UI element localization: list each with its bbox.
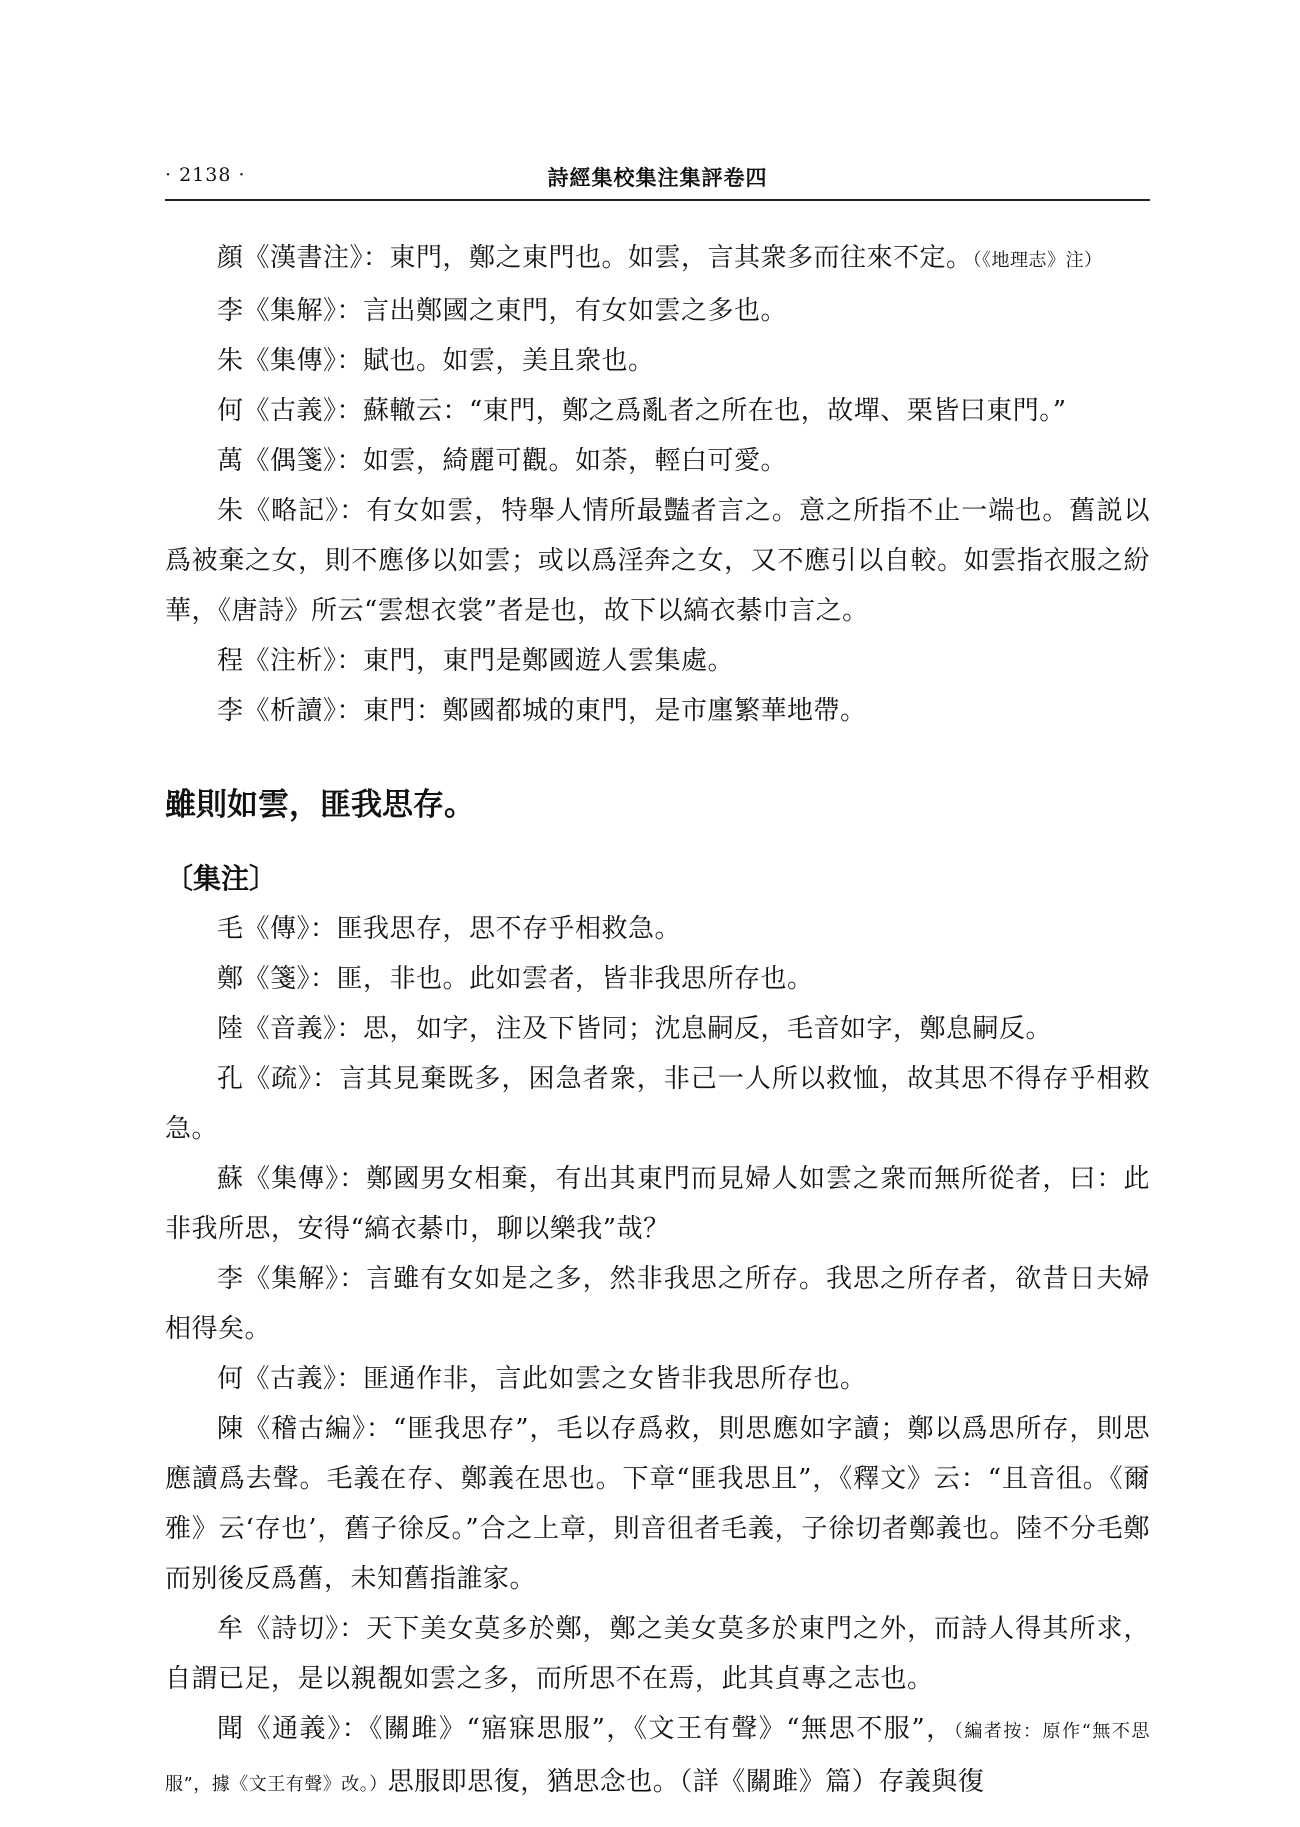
commentary-entry: 萬《偶箋》：如雲，綺麗可觀。如荼，輕白可愛。 bbox=[217, 446, 788, 476]
commentary-entry: 聞《通義》：《關雎》“寤寐思服”，《文王有聲》“無思不服”，（編者按：原作“無不思服”，據《文王有聲》改。）思服即思復，猶思念也。（詳《關雎》篇）存義與復 bbox=[165, 1714, 1150, 1797]
commentary-entry: 何《古義》：匪通作非，言此如雲之女皆非我思所存也。 bbox=[217, 1364, 867, 1394]
commentary-entry: 毛《傳》：匪我思存，思不存乎相救急。 bbox=[217, 914, 682, 944]
commentary-entry: 孔《疏》：言其見棄既多，困急者衆，非己一人所以救恤，故其思不得存乎相救急。 bbox=[165, 1064, 1150, 1144]
commentary-entry: 何《古義》：蘇轍云：“東門，鄭之爲亂者之所在也，故墠、栗皆曰東門。” bbox=[217, 396, 1067, 426]
commentary-entry: 朱《略記》：有女如雲，特舉人情所最豔者言之。意之所指不止一端也。舊説以爲被棄之女，則不應侈以如雲；或以爲淫奔之女，又不應引以自較。如雲指衣服之紛華，《唐詩》所云“雲想衣裳”者是也，故下以縞衣綦巾言之。 bbox=[165, 496, 1150, 626]
commentary-entry: 牟《詩切》：天下美女莫多於鄭，鄭之美女莫多於東門之外，而詩人得其所求，自謂已足，是以親覩如雲之多，而所思不在焉，此其貞專之志也。 bbox=[165, 1614, 1150, 1694]
page-header bbox=[165, 160, 1150, 200]
commentary-block-1 bbox=[165, 233, 1150, 736]
commentary-entry: 李《集解》：言雖有女如是之多，然非我思之所存。我思之所存者，欲昔日夫婦相得矣。 bbox=[165, 1264, 1150, 1344]
commentary-block-2 bbox=[165, 904, 1150, 1810]
commentary-entry: 李《集解》：言出鄭國之東門，有女如雲之多也。 bbox=[217, 296, 788, 326]
commentary-entry: 顔《漢書注》：東門，鄭之東門也。如雲，言其衆多而往來不定。（《地理志》注） bbox=[217, 243, 1103, 273]
inline-note: （編者按：原作“無不思服”，據《文王有聲》改。） bbox=[165, 1721, 1150, 1795]
running-title: 詩經集校集注集評卷四 bbox=[547, 165, 768, 190]
inline-note: （《地理志》注） bbox=[972, 250, 1103, 271]
page-number: · 2138 · bbox=[165, 164, 246, 186]
section-label: 〔集注〕 bbox=[165, 862, 278, 895]
commentary-entry: 陸《音義》：思，如字，注及下皆同；沈息嗣反，毛音如字，鄭息嗣反。 bbox=[217, 1014, 1053, 1044]
commentary-entry: 陳《稽古編》：“匪我思存”，毛以存爲救，則思應如字讀；鄭以爲思所存，則思應讀爲去聲。毛義在存、鄭義在思也。下章“匪我思且”，《釋文》云：“且音徂。《爾雅》云‘存也’，舊子徐反。”合之上章，則音徂者毛義，子徐切者鄭義也。陸不分毛鄭而别後反爲舊，未知舊指誰家。 bbox=[165, 1414, 1150, 1594]
commentary-entry: 鄭《箋》：匪，非也。此如雲者，皆非我思所存也。 bbox=[217, 964, 814, 994]
commentary-entry: 李《析讀》：東門：鄭國都城的東門，是市廛繁華地帶。 bbox=[217, 696, 867, 726]
commentary-entry: 程《注析》：東門，東門是鄭國遊人雲集處。 bbox=[217, 646, 735, 676]
commentary-entry: 朱《集傳》：賦也。如雲，美且衆也。 bbox=[217, 346, 655, 376]
commentary-entry: 蘇《集傳》：鄭國男女相棄，有出其東門而見婦人如雲之衆而無所從者，曰：此非我所思，安得“縞衣綦巾，聊以樂我”哉？ bbox=[165, 1164, 1150, 1244]
page-body bbox=[165, 233, 1150, 1810]
verse-heading: 雖則如雲，匪我思存。 bbox=[165, 787, 475, 823]
header-rule bbox=[165, 199, 1150, 201]
